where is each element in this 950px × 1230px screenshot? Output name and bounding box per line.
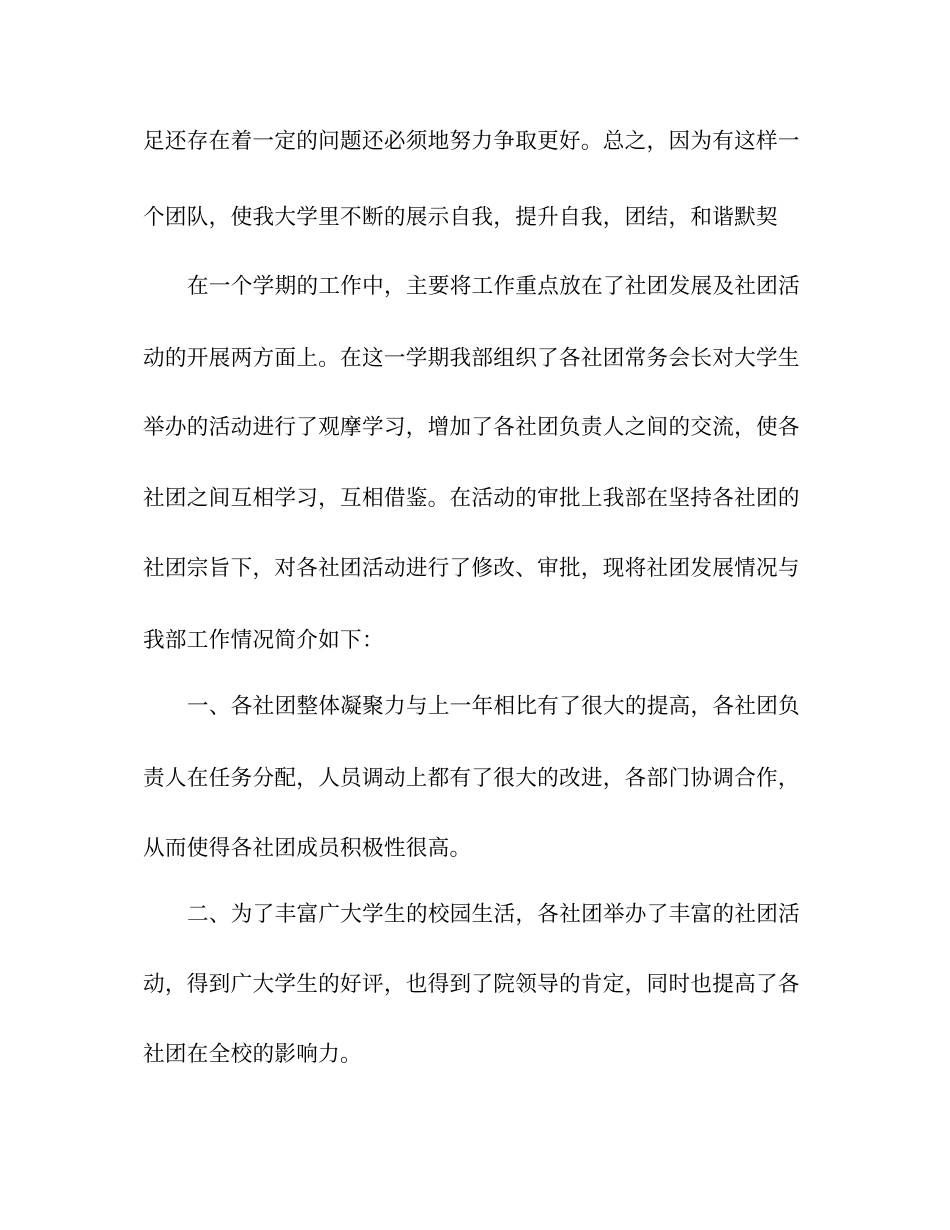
text-line: 社团在全校的影响力。: [143, 1042, 362, 1067]
text-line: 责人在任务分配，人员调动上都有了很大的改进，各部门协调合作，: [143, 766, 800, 791]
paragraph-first-line: 一、各社团整体凝聚力与上一年相比有了很大的提高，各社团负: [187, 694, 801, 719]
paragraph-first-line: 二、为了丰富广大学生的校园生活，各社团举办了丰富的社团活: [187, 902, 801, 927]
text-line: 足还存在着一定的问题还必须地努力争取更好。总之，因为有这样一: [143, 129, 800, 154]
text-line: 举办的活动进行了观摩学习，增加了各社团负责人之间的交流，使各: [143, 415, 800, 440]
text-line: 动的开展两方面上。在这一学期我部组织了各社团常务会长对大学生: [143, 346, 800, 371]
text-line: 社团之间互相学习，互相借鉴。在活动的审批上我部在坚持各社团的: [143, 486, 800, 511]
text-line: 个团队，使我大学里不断的展示自我，提升自我，团结，和谐默契: [143, 205, 778, 230]
text-line: 动，得到广大学生的好评，也得到了院领导的肯定，同时也提高了各: [143, 972, 800, 997]
text-line: 我部工作情况简介如下：: [143, 628, 384, 653]
text-line: 从而使得各社团成员积极性很高。: [143, 836, 472, 861]
text-line: 社团宗旨下，对各社团活动进行了修改、审批，现将社团发展情况与: [143, 556, 800, 581]
paragraph-first-line: 在一个学期的工作中，主要将工作重点放在了社团发展及社团活: [187, 274, 801, 299]
